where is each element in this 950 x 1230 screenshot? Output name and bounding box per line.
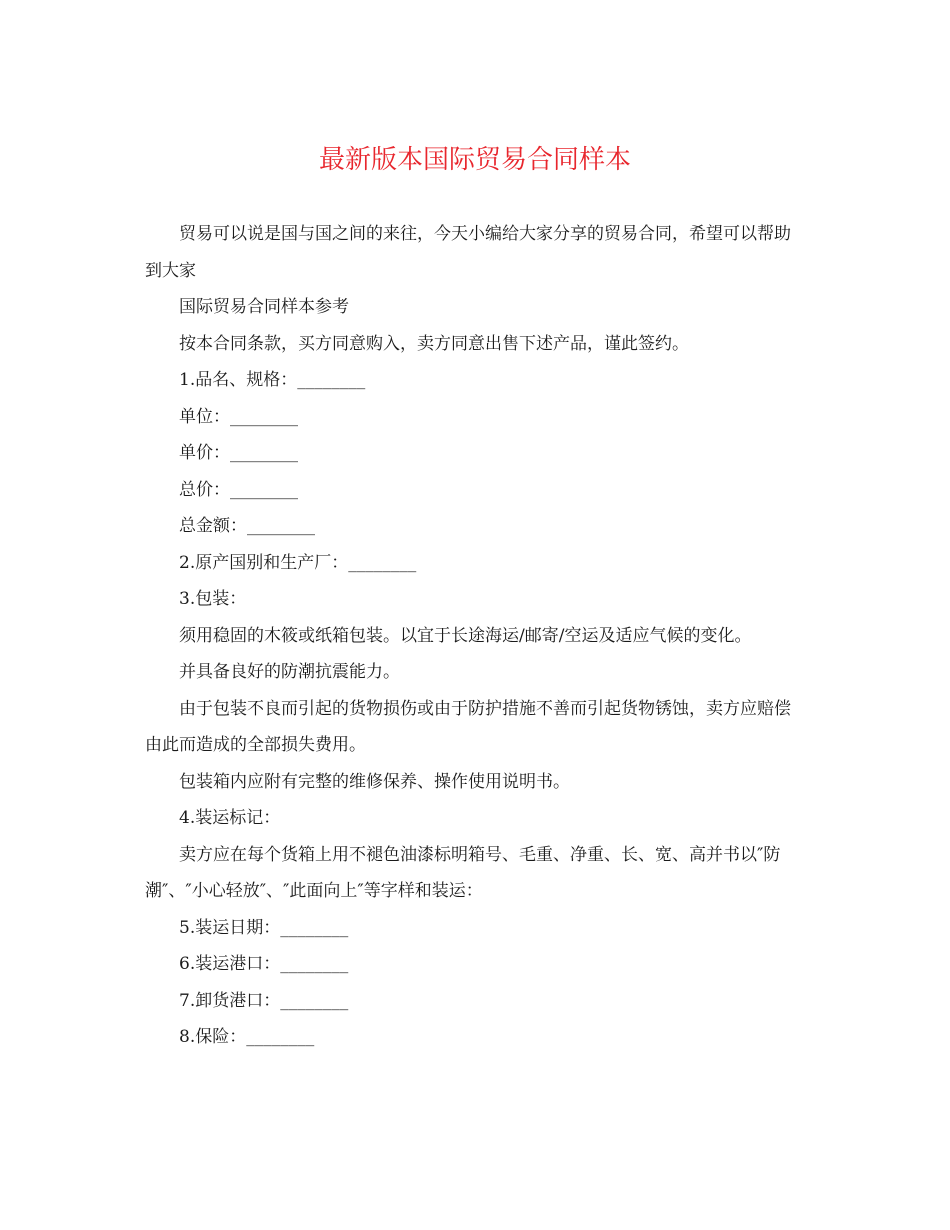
clause-port-loading: 6.装运港口：________: [179, 954, 349, 974]
intro-paragraph: 贸易可以说是国与国之间的来往，今天小编给大家分享的贸易合同，希望可以帮助到大家: [145, 224, 791, 281]
clause-packing-heading: 3.包装：: [179, 589, 247, 609]
clause-marks-text: 卖方应在每个货箱上用不褪色油漆标明箱号、毛重、净重、长、宽、高并书以″防潮″、″小心轻放″、″此面向上″等字样和装运：: [145, 844, 781, 901]
clause-packing-moisture: 并具备良好的防潮抗震能力。: [179, 662, 400, 682]
clause-total-amount: 总金额：________: [179, 516, 315, 536]
section-heading: 国际贸易合同样本参考: [179, 297, 349, 317]
clause-product-spec: 1.品名、规格：________: [179, 370, 366, 390]
clause-total-price: 总价：________: [179, 479, 298, 500]
clause-marks-heading: 4.装运标记：: [179, 808, 281, 828]
document-body: [145, 216, 805, 1056]
clause-packing-text: 须用稳固的木筱或纸箱包装。以宜于长途海运/邮寄/空运及适应气候的变化。: [179, 625, 752, 646]
clause-port-discharge: 7.卸货港口：________: [179, 990, 349, 1011]
document-title: 最新版本国际贸易合同样本: [318, 145, 631, 175]
clause-packing-manual: 包装箱内应附有完整的维修保养、操作使用说明书。: [179, 771, 570, 792]
clause-unit-price: 单价：________: [179, 443, 298, 463]
contract-preamble: 按本合同条款，买方同意购入，卖方同意出售下述产品，谨此签约。: [179, 333, 689, 354]
clause-unit: 单位：________: [179, 406, 298, 427]
clause-insurance: 8.保险：________: [179, 1027, 315, 1047]
clause-packing-compensation: 由于包装不良而引起的货物损伤或由于防护措施不善而引起货物锈蚀，卖方应赔偿由此而造成的全部损失费用。: [145, 698, 791, 755]
clause-shipment-date: 5.装运日期：________: [179, 917, 349, 938]
clause-origin: 2.原产国别和生产厂：________: [179, 552, 417, 573]
